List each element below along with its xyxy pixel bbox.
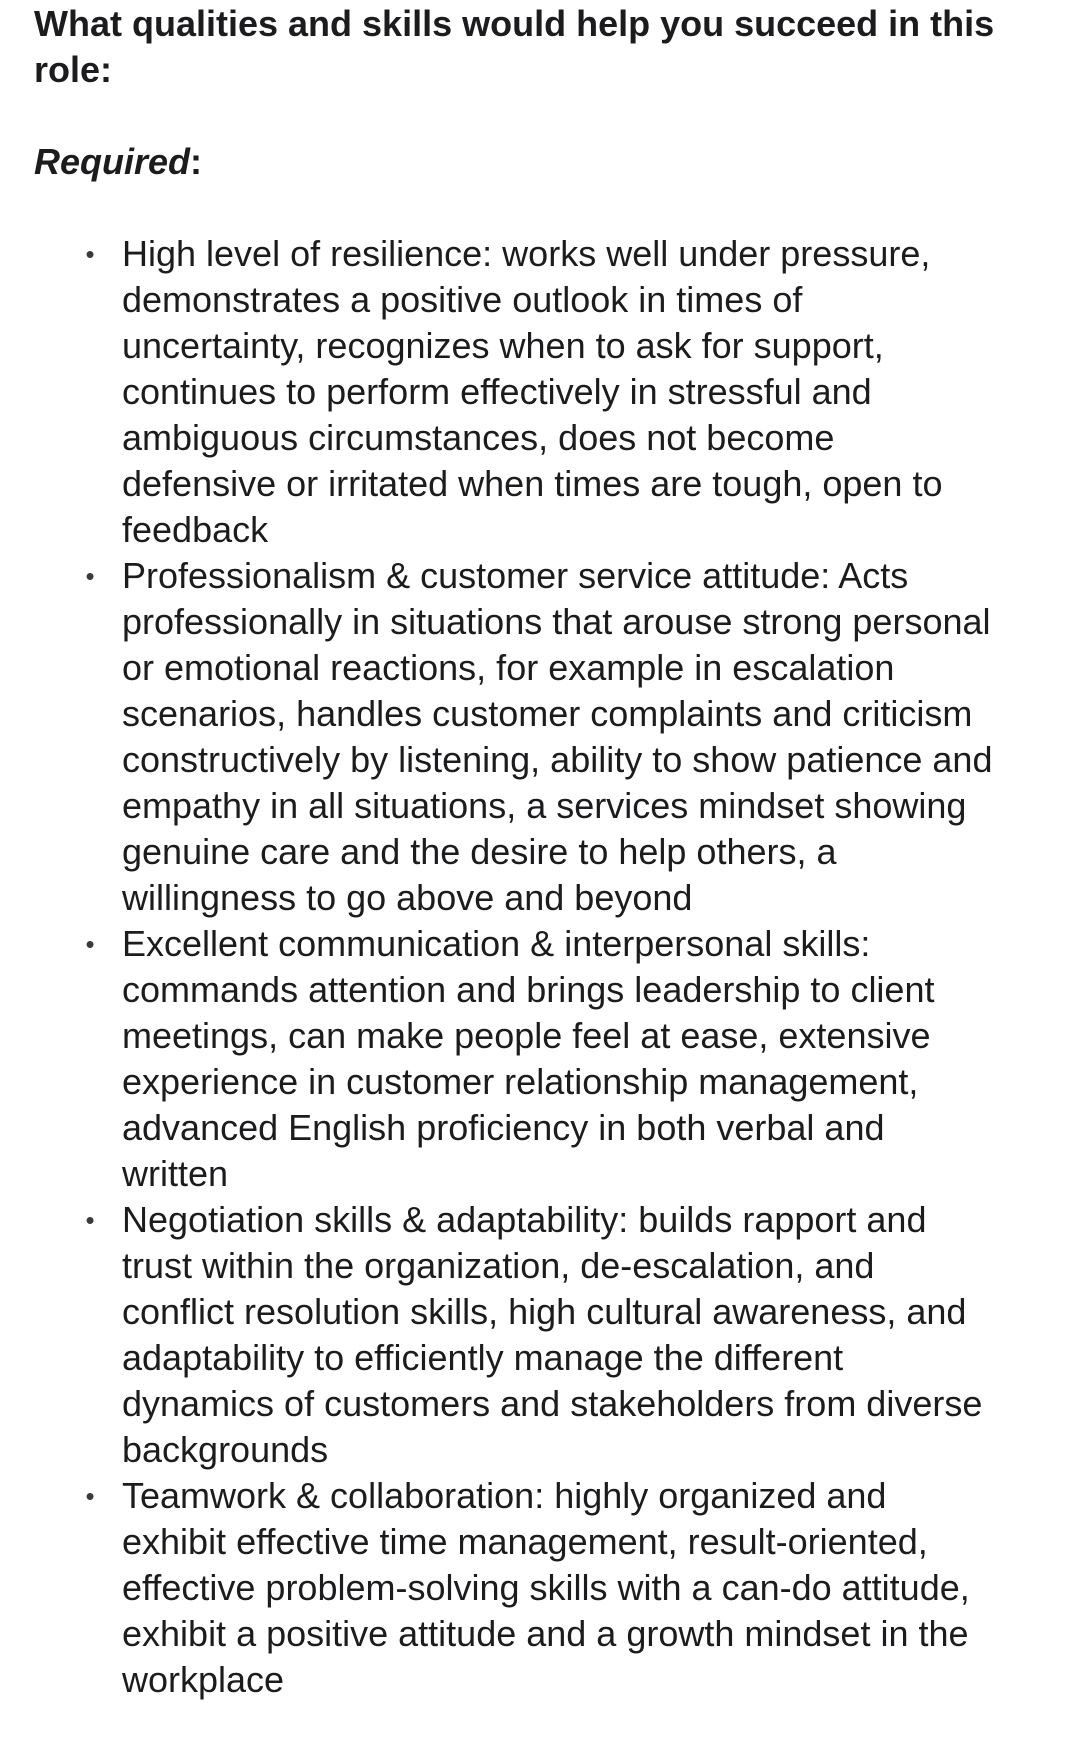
list-item <box>34 921 994 1197</box>
list-item-text: Professionalism & customer service attitude: Acts professionally in situations that arouse strong personal or emotional reactions, for example in escalation scenarios, handles customer complaints and criticism constructively by listening, ability to show patience and empathy in all situations, a services mindset showing genuine care and the desire to help others, a willingness to go above and beyond <box>122 555 993 918</box>
required-label-suffix: : <box>190 141 203 182</box>
required-label: Required <box>34 141 191 182</box>
list-item-text: Excellent communication & interpersonal skills: commands attention and brings leadership to client meetings, can make people feel at ease, extensive experience in customer relationship management, advanced English proficiency in both verbal and written <box>122 923 935 1194</box>
section-heading: What qualities and skills would help you succeed in this role: <box>34 3 995 90</box>
list-item-text: High level of resilience: works well under pressure, demonstrates a positive outlook in times of uncertainty, recognizes when to ask for support, continues to perform effectively in stressful and ambiguous circumstances, does not become defensive or irritated when times are tough, open to feedback <box>122 233 943 550</box>
list-item <box>34 1197 994 1473</box>
bullet-icon: • <box>85 561 95 591</box>
required-subheading <box>34 139 1040 185</box>
requirements-list <box>34 231 1040 1703</box>
list-item-text: Teamwork & collaboration: highly organized and exhibit effective time management, result-oriented, effective problem-solving skills with a can-do attitude, exhibit a positive attitude and a growth mindset in the workplace <box>122 1475 970 1700</box>
bullet-icon: • <box>85 929 95 959</box>
bullet-icon: • <box>85 239 95 269</box>
list-item <box>34 1473 994 1703</box>
list-item <box>34 231 994 553</box>
list-item <box>34 553 994 921</box>
bullet-icon: • <box>85 1205 95 1235</box>
list-item-text: Negotiation skills & adaptability: builds rapport and trust within the organization, de-escalation, and conflict resolution skills, high cultural awareness, and adaptability to efficiently manage the different dynamics of customers and stakeholders from diverse backgrounds <box>122 1199 983 1470</box>
bullet-icon: • <box>85 1481 95 1511</box>
